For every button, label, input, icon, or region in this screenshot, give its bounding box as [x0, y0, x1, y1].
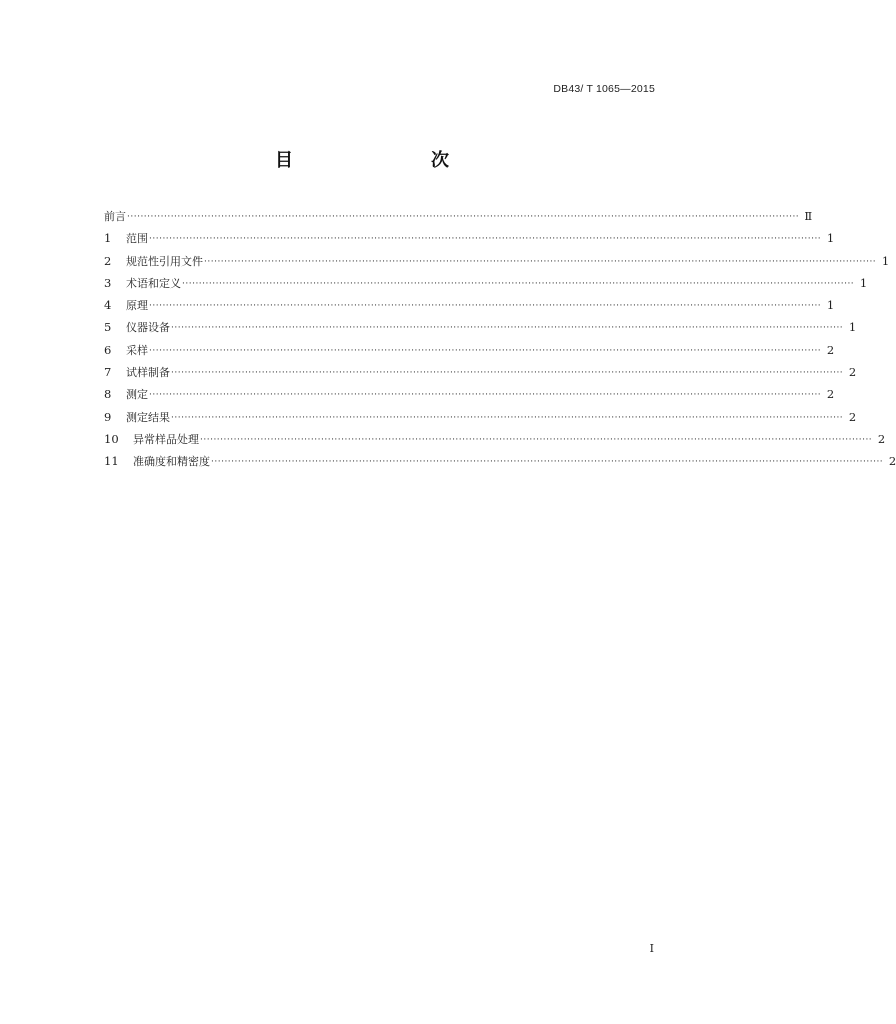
toc-entry-number: 1 [104, 231, 112, 246]
toc-entry-page: 1 [848, 320, 857, 335]
toc-entry-page: 1 [826, 231, 835, 246]
page-number: I [649, 942, 654, 955]
toc-entry-label: 仪器设备 [126, 321, 170, 335]
toc-entry-page: 1 [859, 275, 868, 290]
toc-entry-page: 2 [848, 409, 857, 424]
toc-entry-label: 测定结果 [126, 410, 170, 424]
toc-entry-label: 测定 [126, 388, 148, 402]
toc-leader-dots: ········································································································································································································ [171, 323, 844, 334]
toc-entry-label: 试样制备 [126, 366, 170, 380]
toc-entry-label: 规范性引用文件 [126, 254, 203, 268]
toc-entry-normative-references[interactable] [104, 250, 890, 272]
toc-leader-dots: ········································································································································································································ [200, 434, 873, 445]
toc-entry-page: 1 [881, 253, 890, 268]
toc-entry-page: 2 [826, 342, 835, 357]
toc-entry-number: 5 [104, 320, 112, 335]
toc-entry-abnormal-samples[interactable] [104, 428, 886, 450]
toc-entry-label: 采样 [126, 343, 148, 357]
toc-entry-terms-definitions[interactable] [104, 272, 868, 294]
toc-leader-dots: ········································································································································································································ [211, 457, 884, 468]
toc-entry-number: 9 [104, 409, 112, 424]
toc-entry-label: 术语和定义 [126, 276, 181, 290]
toc-entry-sample-preparation[interactable] [104, 361, 857, 383]
toc-leader-dots: ········································································································································································································ [182, 278, 855, 289]
toc-entry-page: 1 [826, 298, 835, 313]
toc-entry-label: 准确度和精密度 [133, 455, 210, 469]
toc-entry-page: 2 [888, 454, 896, 469]
toc-leader-dots: ········································································································································································································ [204, 256, 877, 267]
toc-entry-number: 11 [104, 454, 119, 469]
toc-entry-determination[interactable] [104, 383, 835, 405]
toc-entry-number: 6 [104, 342, 112, 357]
toc-entry-label: 前言 [104, 210, 126, 223]
standard-code: DB43/ T 1065—2015 [553, 83, 655, 95]
toc-entry-number: 7 [104, 365, 112, 380]
toc-leader-dots: ········································································································································································································ [149, 390, 822, 401]
toc-entry-number: 2 [104, 253, 112, 268]
toc-entry-page: Ⅱ [804, 209, 813, 223]
toc-entry-accuracy-precision[interactable] [104, 450, 896, 472]
toc-leader-dots: ········································································································································································································ [171, 412, 844, 423]
toc-leader-dots: ········································································································································································································ [127, 212, 800, 222]
toc-entry-apparatus[interactable] [104, 316, 857, 338]
toc-entry-page: 2 [848, 365, 857, 380]
page-title: 目 次 [275, 150, 483, 171]
toc-leader-dots: ········································································································································································································ [149, 234, 822, 245]
toc-entry-page: 2 [877, 431, 886, 446]
toc-entry-number: 10 [104, 431, 119, 446]
toc-entry-foreword[interactable] [104, 205, 813, 227]
toc-leader-dots: ········································································································································································································ [149, 345, 822, 356]
toc-entry-label: 原理 [126, 299, 148, 313]
toc-entry-results[interactable] [104, 406, 857, 428]
toc-entry-label: 异常样品处理 [133, 432, 199, 446]
toc-entry-principle[interactable] [104, 294, 835, 316]
toc-leader-dots: ········································································································································································································ [171, 368, 844, 379]
table-of-contents [104, 205, 896, 473]
toc-entry-sampling[interactable] [104, 339, 835, 361]
toc-leader-dots: ········································································································································································································ [149, 301, 822, 312]
toc-entry-page: 2 [826, 387, 835, 402]
toc-entry-scope[interactable] [104, 227, 835, 249]
toc-entry-number: 8 [104, 387, 112, 402]
toc-entry-label: 范围 [126, 232, 148, 246]
toc-entry-number: 3 [104, 275, 112, 290]
toc-entry-number: 4 [104, 298, 112, 313]
